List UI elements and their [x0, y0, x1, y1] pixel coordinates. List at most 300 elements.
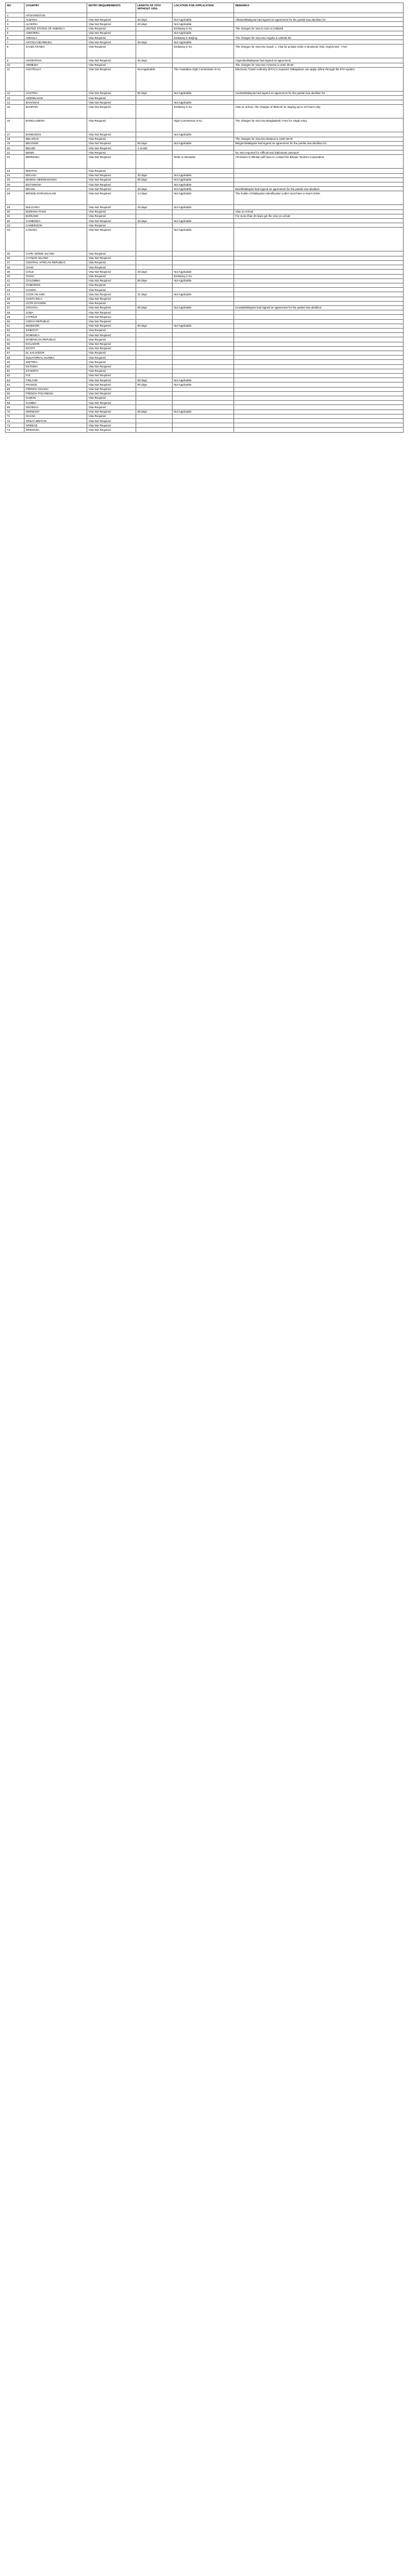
cell-no: 71: [6, 414, 24, 418]
cell-length-of-stay: [136, 346, 173, 351]
cell-entry-requirements: Visa Not Required: [87, 219, 136, 223]
cell-no: 3: [6, 22, 24, 26]
cell-length-of-stay: 90 days: [136, 383, 173, 387]
cell-entry-requirements: Visa Not Required: [87, 270, 136, 274]
table-row: [6, 177, 404, 182]
cell-no: 22: [6, 155, 24, 169]
cell-no: 38: [6, 265, 24, 270]
cell-length-of-stay: [136, 319, 173, 324]
table-row: [6, 209, 404, 214]
cell-remarks: [234, 342, 404, 346]
cell-no: 29: [6, 205, 24, 209]
cell-length-of-stay: 31 days: [136, 292, 173, 297]
cell-entry-requirements: Visa Not Required: [87, 58, 136, 63]
table-row: [6, 319, 404, 324]
cell-country: AUSTRIA: [24, 91, 87, 95]
cell-length-of-stay: 30 days: [136, 18, 173, 22]
cell-entry-requirements: Visa Not Required: [87, 324, 136, 328]
cell-location: Not Applicable: [173, 31, 234, 35]
cell-location: Not Applicable: [173, 324, 234, 328]
cell-no: 27: [6, 187, 24, 191]
cell-length-of-stay: [136, 182, 173, 187]
cell-remarks: [234, 13, 404, 18]
table-row: [6, 150, 404, 155]
cell-location: [173, 423, 234, 428]
cell-length-of-stay: [136, 256, 173, 260]
cell-country: COOK ISLAND: [24, 292, 87, 297]
cell-remarks: [234, 132, 404, 137]
cell-location: [173, 256, 234, 260]
cell-country: GEORGIA: [24, 405, 87, 409]
cell-entry-requirements: Visa Required: [87, 260, 136, 265]
cell-country: AZERBAIJAN: [24, 96, 87, 100]
cell-length-of-stay: 30 days: [136, 22, 173, 26]
visa-requirements-table: [5, 3, 404, 433]
table-row: [6, 288, 404, 292]
table-row: [6, 409, 404, 414]
table-row: [6, 205, 404, 209]
cell-no: 57: [6, 351, 24, 355]
cell-remarks: [234, 100, 404, 105]
table-row: [6, 356, 404, 360]
cell-remarks: The charges for visa into Saudi: 1. Visa for private visits or Business Visit, Haj/Umrah - Free: [234, 45, 404, 58]
table-row: [6, 169, 404, 173]
cell-length-of-stay: [136, 36, 173, 40]
table-row: [6, 22, 404, 26]
cell-length-of-stay: [136, 333, 173, 337]
cell-country: BURKINA FASO: [24, 209, 87, 214]
table-row: [6, 315, 404, 319]
cell-country: BENIN: [24, 150, 87, 155]
cell-length-of-stay: [136, 387, 173, 391]
cell-location: [173, 391, 234, 396]
cell-length-of-stay: [136, 328, 173, 332]
cell-country: GERMANY: [24, 409, 87, 414]
cell-location: [173, 13, 234, 18]
cell-country: CAMEROON: [24, 223, 87, 228]
cell-remarks: [234, 328, 404, 332]
cell-length-of-stay: [136, 315, 173, 319]
cell-location: [173, 373, 234, 377]
cell-remarks: [234, 401, 404, 405]
header-length-of-stay: LENGTH OF STAY WITHOUT VISA: [136, 3, 173, 13]
cell-country: FRENCH GUIANA: [24, 387, 87, 391]
cell-location: [173, 387, 234, 391]
cell-location: [173, 405, 234, 409]
cell-remarks: [234, 278, 404, 283]
cell-entry-requirements: Visa Required: [87, 26, 136, 31]
cell-no: 6: [6, 36, 24, 40]
cell-length-of-stay: 90 days: [136, 378, 173, 383]
cell-remarks: [234, 419, 404, 423]
table-row: [6, 119, 404, 132]
cell-remarks: [234, 265, 404, 270]
cell-entry-requirements: Visa Required: [87, 137, 136, 141]
cell-remarks: [234, 31, 404, 35]
cell-length-of-stay: [136, 26, 173, 31]
cell-remarks: [234, 356, 404, 360]
cell-no: 35: [6, 251, 24, 256]
table-row: [6, 383, 404, 387]
cell-length-of-stay: [136, 414, 173, 418]
cell-no: 34: [6, 228, 24, 251]
cell-country: FRENCH POLYNESIA: [24, 391, 87, 396]
cell-no: 16: [6, 119, 24, 132]
cell-country: ESTONIA: [24, 364, 87, 369]
table-row: [6, 251, 404, 256]
cell-country: ECUADOR: [24, 342, 87, 346]
table-row: [6, 173, 404, 177]
cell-length-of-stay: 90 days: [136, 91, 173, 95]
cell-country: CAYMAN ISLAND: [24, 256, 87, 260]
cell-length-of-stay: [136, 356, 173, 360]
cell-location: Not Applicable: [173, 270, 234, 274]
cell-entry-requirements: Visa Required: [87, 396, 136, 400]
cell-length-of-stay: [136, 428, 173, 432]
cell-no: 73: [6, 423, 24, 428]
cell-no: 59: [6, 360, 24, 364]
cell-length-of-stay: [136, 419, 173, 423]
cell-no: 30: [6, 209, 24, 214]
cell-country: ERITREA: [24, 360, 87, 364]
cell-location: Not Applicable: [173, 141, 234, 145]
cell-no: 44: [6, 292, 24, 297]
cell-length-of-stay: [136, 132, 173, 137]
cell-length-of-stay: [136, 13, 173, 18]
cell-length-of-stay: [136, 405, 173, 409]
cell-location: The Australian High Commission in KL: [173, 67, 234, 91]
cell-no: 25: [6, 177, 24, 182]
table-row: [6, 419, 404, 423]
cell-country: GABON: [24, 396, 87, 400]
cell-length-of-stay: 30 days: [136, 270, 173, 274]
cell-length-of-stay: [136, 214, 173, 218]
cell-remarks: [234, 428, 404, 432]
header-location: LOCATION FOR APPLICATION: [173, 3, 234, 13]
table-row: [6, 58, 404, 63]
cell-length-of-stay: [136, 119, 173, 132]
table-row: [6, 373, 404, 377]
cell-country: CONGO: [24, 288, 87, 292]
cell-remarks: [234, 396, 404, 400]
cell-country: CYPRUS: [24, 315, 87, 319]
cell-location: Embassy in KL: [173, 45, 234, 58]
cell-country: ARMENIA: [24, 63, 87, 67]
cell-length-of-stay: [136, 31, 173, 35]
cell-location: [173, 288, 234, 292]
cell-location: [173, 333, 234, 337]
cell-entry-requirements: Visa Not Required: [87, 91, 136, 95]
cell-no: 7: [6, 40, 24, 45]
cell-length-of-stay: [136, 251, 173, 256]
cell-country: CAPE VERDE ISLAND: [24, 251, 87, 256]
cell-entry-requirements: Visa Not Required: [87, 423, 136, 428]
cell-location: [173, 351, 234, 355]
cell-country: GHANA: [24, 414, 87, 418]
cell-remarks: Visa on arrival. The charges of BD5.00 for staying up to 15 hours only.: [234, 105, 404, 119]
cell-remarks: [234, 40, 404, 45]
cell-location: [173, 146, 234, 150]
cell-remarks: [234, 360, 404, 364]
cell-remarks: Brazil/Malaysia had signed an agreement for the partial visa abolition: [234, 187, 404, 191]
table-row: [6, 423, 404, 428]
cell-length-of-stay: [136, 351, 173, 355]
cell-location: [173, 342, 234, 346]
table-row: [6, 40, 404, 45]
cell-length-of-stay: [136, 297, 173, 301]
cell-country: FRANCE: [24, 383, 87, 387]
cell-no: 19: [6, 141, 24, 145]
cell-entry-requirements: Visa Not Required: [87, 364, 136, 369]
cell-length-of-stay: 90 days: [136, 278, 173, 283]
cell-location: Not Applicable: [173, 182, 234, 187]
header-remarks: REMARKS: [234, 3, 404, 13]
cell-entry-requirements: Visa Not Required: [87, 100, 136, 105]
cell-entry-requirements: Visa Required: [87, 214, 136, 218]
cell-length-of-stay: [136, 137, 173, 141]
cell-no: 51: [6, 324, 24, 328]
cell-location: [173, 58, 234, 63]
cell-entry-requirements: Visa Not Required: [87, 409, 136, 414]
cell-location: [173, 315, 234, 319]
cell-country: CANADA: [24, 228, 87, 251]
cell-country: BOLIVIA: [24, 173, 87, 177]
cell-length-of-stay: 30 days: [136, 219, 173, 223]
cell-length-of-stay: [136, 364, 173, 369]
cell-remarks: [234, 256, 404, 260]
cell-entry-requirements: Visa Not Required: [87, 105, 136, 119]
cell-country: CHINA: [24, 274, 87, 278]
cell-location: Not Applicable: [173, 100, 234, 105]
cell-country: ANTIGUA/BARBUDA: [24, 40, 87, 45]
cell-entry-requirements: Visa Required: [87, 405, 136, 409]
cell-country: BURUNDI: [24, 214, 87, 218]
table-row: [6, 333, 404, 337]
cell-remarks: [234, 260, 404, 265]
table-row: [6, 31, 404, 35]
cell-remarks: [234, 283, 404, 287]
cell-remarks: [234, 364, 404, 369]
cell-country: AFGHANISTAN: [24, 13, 87, 18]
cell-country: GAMBIA: [24, 401, 87, 405]
cell-location: [173, 310, 234, 315]
cell-location: [173, 209, 234, 214]
cell-remarks: For more than 30 days get the visa on arrival: [234, 214, 404, 218]
cell-length-of-stay: 30 days: [136, 40, 173, 45]
cell-country: BOTSWANA: [24, 182, 87, 187]
cell-length-of-stay: 30 days: [136, 58, 173, 63]
cell-location: [173, 414, 234, 418]
cell-no: 43: [6, 288, 24, 292]
cell-country: BRUNEI DARUSSALAM: [24, 191, 87, 205]
cell-remarks: Visa on Arrival: [234, 209, 404, 214]
cell-no: 58: [6, 356, 24, 360]
cell-no: 60: [6, 364, 24, 369]
cell-entry-requirements: Visa Not Required: [87, 319, 136, 324]
cell-no: 33: [6, 223, 24, 228]
cell-remarks: [234, 270, 404, 274]
cell-no: 52: [6, 328, 24, 332]
cell-entry-requirements: Visa Required: [87, 274, 136, 278]
cell-length-of-stay: [136, 265, 173, 270]
cell-entry-requirements: Visa Not Required: [87, 187, 136, 191]
cell-entry-requirements: Visa Not Required: [87, 173, 136, 177]
cell-entry-requirements: Visa Not Required: [87, 305, 136, 310]
cell-remarks: No visa required for Official and Diplomatic passport: [234, 150, 404, 155]
cell-location: [173, 360, 234, 364]
cell-entry-requirements: Visa Not Required: [87, 228, 136, 251]
cell-entry-requirements: Visa Not Required: [87, 256, 136, 260]
cell-location: Not Applicable: [173, 292, 234, 297]
cell-entry-requirements: Visa Required: [87, 265, 136, 270]
cell-location: Not Applicable: [173, 173, 234, 177]
cell-entry-requirements: Visa Required: [87, 45, 136, 58]
cell-entry-requirements: Visa Required: [87, 337, 136, 342]
cell-entry-requirements: Visa Not Required: [87, 310, 136, 315]
cell-no: 70: [6, 409, 24, 414]
table-row: [6, 146, 404, 150]
cell-length-of-stay: [136, 423, 173, 428]
table-row: [6, 405, 404, 409]
table-row: [6, 337, 404, 342]
cell-country: CROATIA: [24, 305, 87, 310]
cell-remarks: [234, 351, 404, 355]
cell-length-of-stay: [136, 100, 173, 105]
table-row: [6, 396, 404, 400]
table-row: [6, 364, 404, 369]
cell-no: 72: [6, 419, 24, 423]
cell-no: 23: [6, 169, 24, 173]
table-row: [6, 91, 404, 95]
cell-remarks: The charges for visa to USA is US$160: [234, 26, 404, 31]
table-row: [6, 214, 404, 218]
cell-no: 32: [6, 219, 24, 223]
cell-location: Not Applicable: [173, 18, 234, 22]
cell-location: [173, 328, 234, 332]
cell-entry-requirements: Visa Not Required: [87, 342, 136, 346]
cell-remarks: The charges for visa into Angola is USD30.00: [234, 36, 404, 40]
cell-remarks: [234, 378, 404, 383]
cell-remarks: [234, 337, 404, 342]
header-country: COUNTRY: [24, 3, 87, 13]
cell-country: EL SALVADOR: [24, 351, 87, 355]
cell-location: [173, 356, 234, 360]
cell-length-of-stay: [136, 169, 173, 173]
cell-entry-requirements: Visa Required: [87, 169, 136, 173]
table-row: [6, 328, 404, 332]
cell-length-of-stay: 90 days: [136, 324, 173, 328]
cell-no: 65: [6, 387, 24, 391]
cell-country: SAUDI ARABIA: [24, 45, 87, 58]
cell-length-of-stay: 30 days: [136, 173, 173, 177]
cell-no: 66: [6, 391, 24, 396]
cell-location: [173, 137, 234, 141]
cell-no: 8: [6, 45, 24, 58]
cell-no: 20: [6, 146, 24, 150]
cell-location: Not Applicable: [173, 378, 234, 383]
cell-location: Not Applicable: [173, 228, 234, 251]
cell-remarks: [234, 146, 404, 150]
cell-remarks: [234, 301, 404, 305]
cell-location: Not Applicable: [173, 132, 234, 137]
table-row: [6, 260, 404, 265]
cell-entry-requirements: Visa Required: [87, 251, 136, 256]
cell-length-of-stay: 90 days: [136, 141, 173, 145]
cell-length-of-stay: [136, 342, 173, 346]
table-row: [6, 67, 404, 91]
cell-country: DOMINICA: [24, 333, 87, 337]
table-row: [6, 219, 404, 223]
cell-length-of-stay: [136, 391, 173, 396]
cell-location: [173, 150, 234, 155]
table-row: [6, 45, 404, 58]
cell-country: FIJI: [24, 373, 87, 377]
cell-country: AUSTRALIA: [24, 67, 87, 91]
cell-remarks: Belgium/Malaysia had signed an agreement for the partial visa abolition for: [234, 141, 404, 145]
cell-no: 37: [6, 260, 24, 265]
cell-location: [173, 319, 234, 324]
cell-location: Not Applicable: [173, 219, 234, 223]
cell-location: Not Applicable: [173, 177, 234, 182]
cell-country: DJIBOUTI: [24, 328, 87, 332]
cell-location: [173, 428, 234, 432]
cell-remarks: [234, 182, 404, 187]
table-row: [6, 141, 404, 145]
table-row: [6, 387, 404, 391]
cell-country: BELIZE: [24, 146, 87, 150]
cell-length-of-stay: [136, 155, 173, 169]
table-row: [6, 297, 404, 301]
cell-country: ETHIOPIA: [24, 369, 87, 373]
cell-entry-requirements: Visa Not Required: [87, 383, 136, 387]
cell-entry-requirements: Visa Not Required: [87, 378, 136, 383]
cell-remarks: Albania/Malaysia had signed an agreement for the partial visa abolition for: [234, 18, 404, 22]
cell-country: EQUATORIAL GUINEA: [24, 356, 87, 360]
cell-location: [173, 396, 234, 400]
cell-entry-requirements: Visa Not Required: [87, 182, 136, 187]
cell-entry-requirements: Visa Required: [87, 414, 136, 418]
table-row: [6, 270, 404, 274]
cell-remarks: [234, 177, 404, 182]
cell-no: 42: [6, 283, 24, 287]
cell-length-of-stay: [136, 63, 173, 67]
cell-no: 11: [6, 67, 24, 91]
cell-entry-requirements: Visa Required: [87, 283, 136, 287]
cell-no: 45: [6, 297, 24, 301]
cell-country: DOMINICAN REPUBLIC: [24, 337, 87, 342]
table-row: [6, 360, 404, 364]
cell-location: [173, 223, 234, 228]
cell-country: CZECH REPUBLIC: [24, 319, 87, 324]
cell-location: [173, 364, 234, 369]
cell-location: Not Applicable: [173, 305, 234, 310]
cell-no: 39: [6, 270, 24, 274]
cell-country: BANGLADESH: [24, 119, 87, 132]
cell-no: 5: [6, 31, 24, 35]
cell-no: 4: [6, 26, 24, 31]
table-row: [6, 292, 404, 297]
cell-country: EGYPT: [24, 346, 87, 351]
cell-country: CHAD: [24, 265, 87, 270]
cell-remarks: [234, 205, 404, 209]
cell-no: 64: [6, 383, 24, 387]
cell-location: Not Applicable: [173, 191, 234, 205]
table-row: [6, 228, 404, 251]
cell-remarks: [234, 373, 404, 377]
table-row: [6, 132, 404, 137]
cell-remarks: [234, 315, 404, 319]
table-row: [6, 301, 404, 305]
